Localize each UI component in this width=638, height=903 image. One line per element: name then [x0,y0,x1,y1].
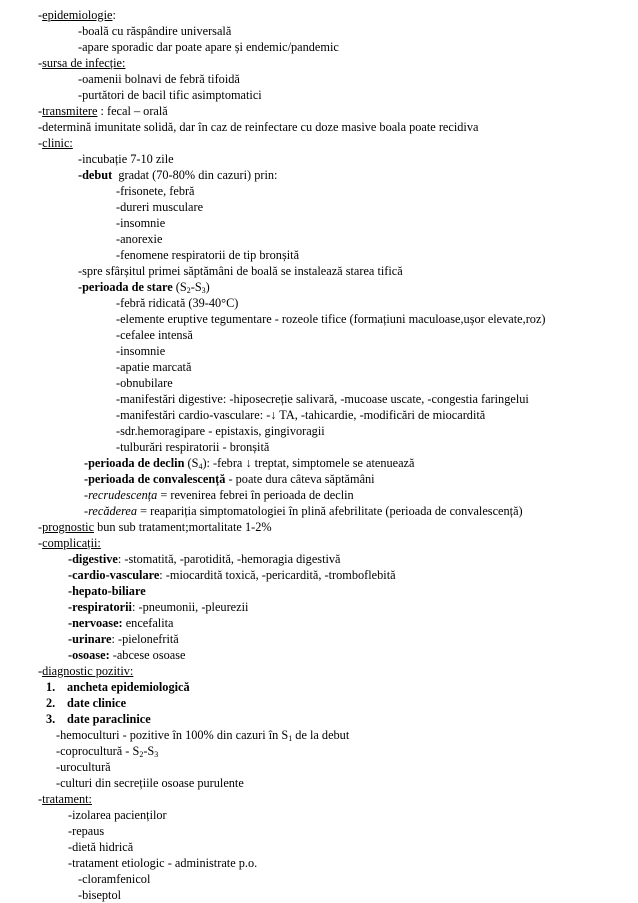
stare-item-2: -elemente eruptive tegumentare - rozeole tifice (formațiuni maculoase,ușor elevate,roz) [116,312,546,326]
recaderea-label: -recăderea [84,504,138,518]
section-prognostic: -prognostic bun sub tratament;mortalitate 1-2% [38,520,272,534]
declin-text: ): -febra ↓ treptat, simptomele se atenuează [202,456,415,470]
stare-sub-1: 2 [186,286,191,295]
clinic-debut [78,168,277,183]
copro-dash: -S [143,744,155,758]
complicatii-text-7: -abcese osoase [109,648,186,662]
clinic-perioada-stare [78,280,210,295]
diagnostic-urocultura: -urocultură [56,760,111,774]
diagnostic-hemoculturi [56,728,349,743]
debut-item-4: -anorexie [116,232,163,246]
complicatii-label-5: -nervoase: [68,616,123,630]
diagnostic-text-1: ancheta epidemiologică [67,680,190,694]
complicatii-row-4 [68,600,248,615]
stare-item-4: -insomnie [116,344,166,358]
section-diagnostic: -diagnostic pozitiv: [38,664,134,678]
hemoculturi-text: -hemoculturi - pozitive în 100% din cazuri în S [56,728,289,742]
clinic-recrudescenta [84,488,354,503]
hemoculturi-tail: de la debut [292,728,350,742]
complicatii-label-4: -respiratorii [68,600,132,614]
complicatii-text-5: encefalita [122,616,174,630]
debut-item-3: -insomnie [116,216,166,230]
tratament-item-3: -dietă hidrică [68,840,134,854]
epidemiologie-item-2: -apare sporadic dar poate apare și endemic/pandemic [78,40,339,54]
tratament-item-1: -izolarea pacienților [68,808,167,822]
stare-paren-open: (S [172,280,187,294]
complicatii-label-7: -osoase: [68,648,110,662]
recrudescenta-text: = revenirea febrei în perioada de declin [157,488,354,502]
transmitere-text: : fecal – orală [97,104,168,118]
recrudescenta-label: -recrudescența [84,488,158,502]
declin-sub: 4 [198,462,203,471]
debut-item-1: -frisonete, febră [116,184,195,198]
complicatii-text-4: : -pneumonii, -pleurezii [131,600,249,614]
section-clinic: -clinic: [38,136,73,150]
debut-text: gradat (70-80% din cazuri) prin: [112,168,278,182]
diagnostic-num-2: 2. [46,696,56,710]
heading-clinic: clinic: [42,136,73,150]
section-sursa: -sursa de infecție: [38,56,126,70]
copro-sub-1: 2 [139,750,144,759]
stare-item-10: -tulburări respiratorii - bronșită [116,440,270,454]
diagnostic-culturi: -culturi din secrețiile osoase purulente [56,776,244,790]
diagnostic-numbered-1 [46,680,190,695]
copro-sub-2: 3 [154,750,159,759]
diagnostic-num-1: 1. [46,680,56,694]
clinic-perioada-declin [84,456,414,471]
epidemiologie-item-1: -boală cu răspândire universală [78,24,232,38]
complicatii-row-5 [68,616,174,631]
complicatii-text-6: : -pielonefrită [111,632,179,646]
stare-item-6: -obnubilare [116,376,173,390]
stare-dash: -S [190,280,202,294]
complicatii-label-6: -urinare [68,632,112,646]
convalescenta-label: -perioada de convalescență [84,472,226,486]
tratament-item-2: -repaus [68,824,105,838]
complicatii-text-2: : -miocardită toxică, -pericardită, -tromboflebită [159,568,396,582]
clinic-recaderea [84,504,523,519]
stare-item-3: -cefalee intensă [116,328,193,342]
clinic-spre-sfarsit: -spre sfârșitul primei săptămâni de boală se instalează starea tifică [78,264,403,278]
complicatii-row-1 [68,552,341,567]
tratament-drug-2: -biseptol [78,888,122,902]
diagnostic-text-3: date paraclinice [67,712,151,726]
section-transmitere: -transmitere : fecal – orală [38,104,168,118]
imunitate-text: -determină imunitate solidă, dar în caz de reinfectare cu doze masive boala poate recidiva [38,120,479,134]
heading-complicatii: complicații: [42,536,101,550]
sursa-item-2: -purtători de bacil tific asimptomatici [78,88,262,102]
declin-paren-open: (S [184,456,199,470]
complicatii-label-2: -cardio-vasculare [68,568,160,582]
coprocultura-text: -coprocultură - S [56,744,140,758]
complicatii-row-7 [68,648,185,663]
diagnostic-text-2: date clinice [67,696,127,710]
diagnostic-numbered-2 [46,696,126,711]
clinic-incubatie: -incubație 7-10 zile [78,152,174,166]
stare-item-1: -febră ridicată (39-40°C) [116,296,239,310]
stare-paren-close: ) [205,280,210,294]
heading-epidemiologie: epidemiologie [42,8,113,22]
stare-item-7: -manifestări digestive: -hiposecreție salivară, -mucoase uscate, -congestia faringelui [116,392,529,406]
declin-label: -perioada de declin [84,456,185,470]
stare-item-8: -manifestări cardio-vasculare: -↓ TA, -tahicardie, -modificări de miocardită [116,408,486,422]
stare-label: -perioada de stare [78,280,173,294]
debut-item-5: -fenomene respiratorii de tip bronșită [116,248,300,262]
debut-item-2: -dureri musculare [116,200,204,214]
debut-label: -debut [78,168,113,182]
heading-sursa: sursa de infecție: [42,56,126,70]
section-complicatii: -complicații: [38,536,101,550]
convalescenta-text: - poate dura câteva săptămâni [225,472,375,486]
tratament-drug-1: -cloramfenicol [78,872,151,886]
heading-prognostic: prognostic [42,520,95,534]
complicatii-label-3: -hepato-biliare [68,584,146,598]
complicatii-label-1: -digestive [68,552,118,566]
clinic-convalescenta [84,472,375,487]
stare-item-5: -apatie marcată [116,360,192,374]
prognostic-text: bun sub tratament;mortalitate 1-2% [94,520,272,534]
hemoculturi-sub: 1 [288,734,293,743]
stare-sub-2: 3 [201,286,206,295]
complicatii-row-3 [68,584,146,599]
section-tratament: -tratament: [38,792,92,806]
complicatii-row-2 [68,568,396,583]
sursa-item-1: -oamenii bolnavi de febră tifoidă [78,72,240,86]
tratament-item-4: -tratament etiologic - administrate p.o. [68,856,258,870]
stare-item-9: -sdr.hemoragipare - epistaxis, gingivoragii [116,424,325,438]
diagnostic-num-3: 3. [46,712,56,726]
heading-tratament: tratament: [42,792,92,806]
heading-transmitere: transmitere [42,104,98,118]
diagnostic-coprocultura [56,744,158,759]
complicatii-row-6 [68,632,179,647]
section-epidemiologie: -epidemiologie: [38,8,116,22]
diagnostic-numbered-3 [46,712,151,727]
complicatii-text-1: : -stomatită, -parotidită, -hemoragia digestivă [117,552,341,566]
heading-diagnostic: diagnostic pozitiv: [42,664,134,678]
recaderea-text: = reapariția simptomatologiei în plină afebrilitate (perioada de convalescență) [137,504,523,518]
